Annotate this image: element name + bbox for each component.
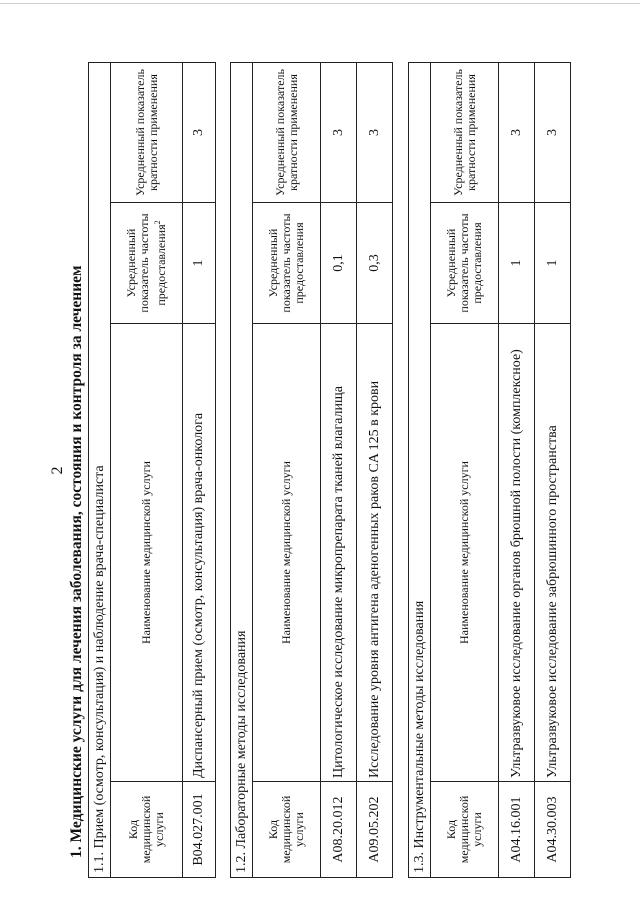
header-freq-text: Усредненный показатель частоты предоставления [124, 213, 168, 313]
freq-value: 0,3 [357, 203, 393, 324]
service-code: A04.30.003 [535, 782, 571, 878]
table-title-row [231, 62, 253, 877]
table-title: 1.2. Лабораторные методы исследования [231, 62, 253, 877]
page-number: 2 [49, 466, 66, 475]
table-1-1 [88, 62, 216, 878]
mult-value: 3 [321, 62, 357, 202]
service-name: Диспансерный прием (осмотр, консультация) врача-онколога [183, 324, 216, 782]
service-code: A08.20.012 [321, 782, 357, 878]
header-row [431, 62, 499, 877]
table-title-row [89, 62, 111, 877]
table-row [357, 62, 393, 877]
freq-value: 1 [535, 203, 571, 324]
mult-value: 3 [499, 62, 535, 202]
service-code: A09.05.202 [357, 782, 393, 878]
footnote-mark: 2 [153, 220, 162, 225]
table-1-3 [408, 62, 571, 878]
table-title-row [409, 62, 431, 877]
section-heading: 1. Медицинские услуги для лечения заболевания, состояния и контроля за лечением [68, 265, 85, 858]
header-freq: Усредненный показатель частоты предоставления [253, 203, 321, 324]
service-name: Исследование уровня антигена аденогенных раков CA 125 в крови [357, 324, 393, 782]
mult-value: 3 [357, 62, 393, 202]
header-mult: Усредненный показатель кратности применения [253, 62, 321, 202]
freq-value: 1 [499, 203, 535, 324]
table-title: 1.3. Инструментальные методы исследования [409, 62, 431, 877]
table-row [321, 62, 357, 877]
table-title: 1.1. Прием (осмотр, консультация) и наблюдение врача-специалиста [89, 62, 111, 877]
table-row [535, 62, 571, 877]
mult-value: 3 [183, 62, 216, 202]
header-freq [111, 203, 183, 324]
table-row [183, 62, 216, 877]
rotated-page [50, 63, 610, 878]
header-code: Код медицинской услуги [253, 782, 321, 878]
header-name: Наименование медицинской услуги [111, 324, 183, 782]
service-name: Ультразвуковое исследование забрюшинного пространства [535, 324, 571, 782]
freq-value: 0,1 [321, 203, 357, 324]
service-code: A04.16.001 [499, 782, 535, 878]
header-mult: Усредненный показатель кратности применения [111, 62, 183, 202]
header-row [253, 62, 321, 877]
mult-value: 3 [535, 62, 571, 202]
header-code: Код медицинской услуги [431, 782, 499, 878]
header-mult: Усредненный показатель кратности применения [431, 62, 499, 202]
freq-value: 1 [183, 203, 216, 324]
header-name: Наименование медицинской услуги [253, 324, 321, 782]
table-1-2 [230, 62, 393, 878]
header-freq: Усредненный показатель частоты предоставления [431, 203, 499, 324]
header-row [111, 62, 183, 877]
service-name: Цитологическое исследование микропрепарата тканей влагалища [321, 324, 357, 782]
header-name: Наименование медицинской услуги [431, 324, 499, 782]
table-row [499, 62, 535, 877]
header-code: Код медицинской услуги [111, 782, 183, 878]
scan-top-edge [0, 3, 640, 4]
service-code: B04.027.001 [183, 782, 216, 878]
service-name: Ультразвуковое исследование органов брюшной полости (комплексное) [499, 324, 535, 782]
